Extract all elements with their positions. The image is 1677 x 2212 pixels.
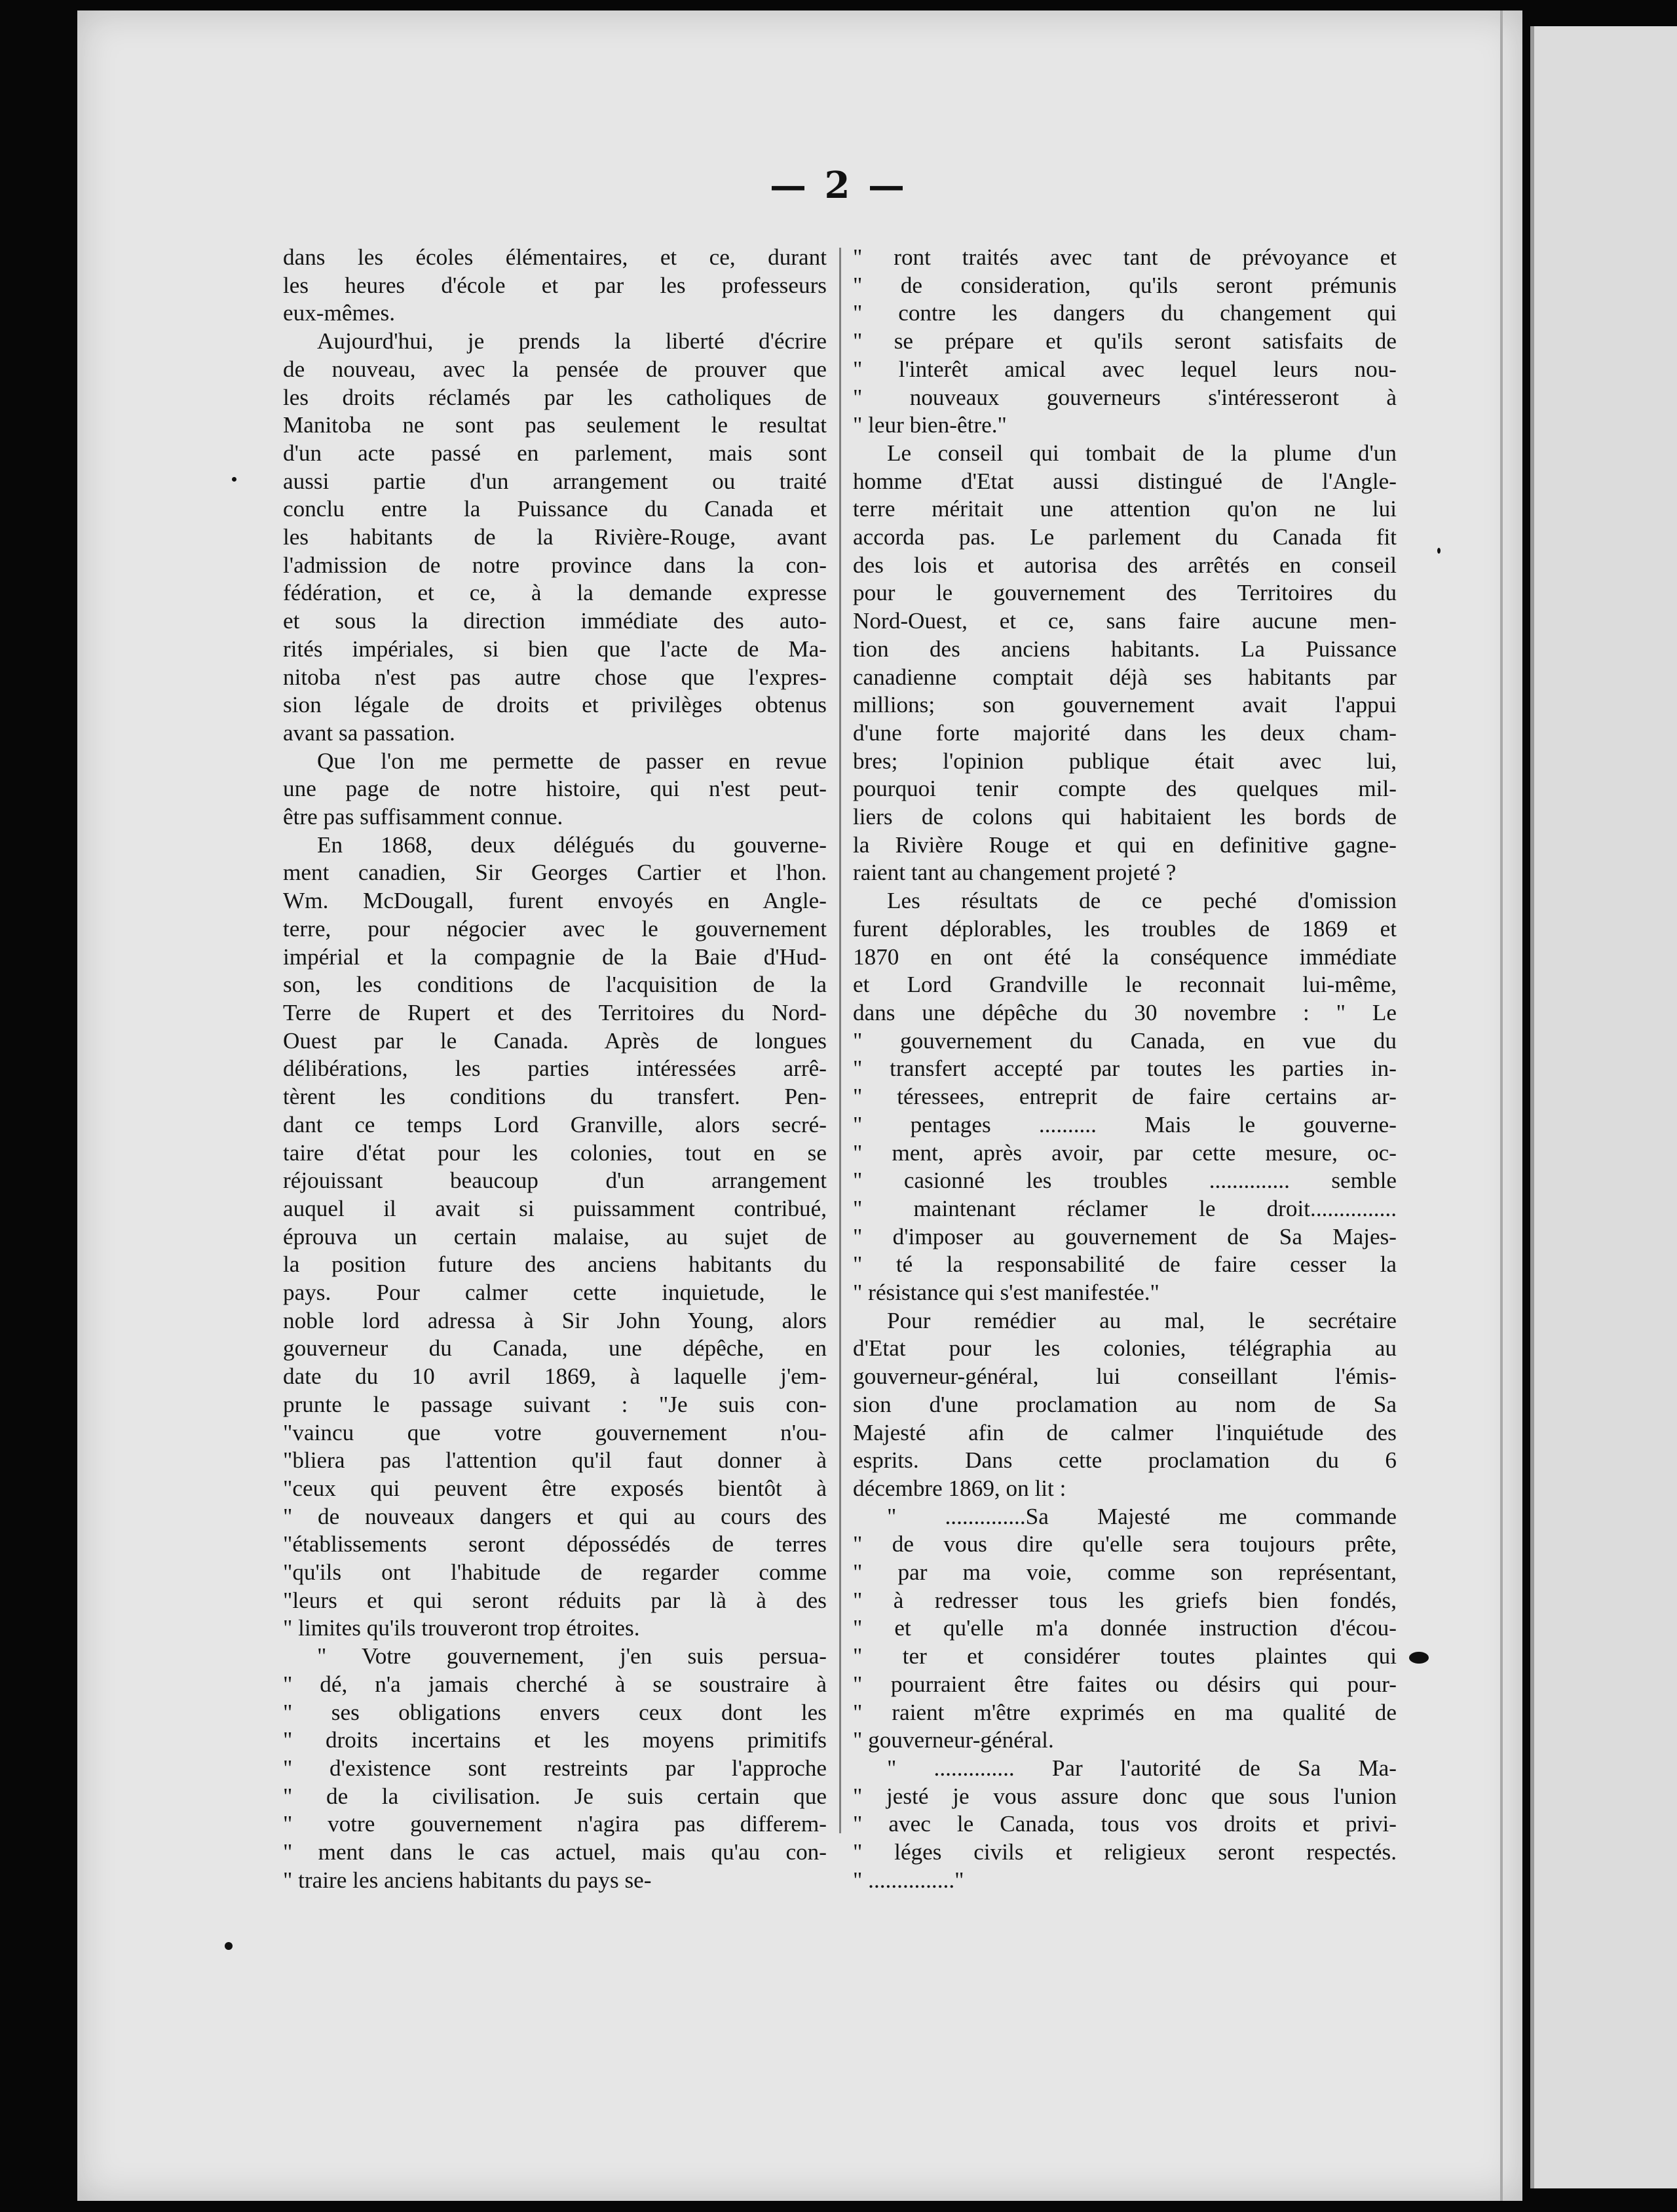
text-line: gouverneur-général, lui conseillant l'émis- (853, 1363, 1397, 1390)
text-line: d'un acte passé en parlement, mais sont (283, 440, 827, 466)
text-line: " maintenant réclamer le droit............... (853, 1195, 1397, 1221)
text-line: pourquoi tenir compte des quelques mil- (853, 776, 1397, 802)
text-line: " té la responsabilité de faire cesser la (853, 1251, 1397, 1278)
text-line: sion d'une proclamation au nom de Sa (853, 1391, 1397, 1417)
ink-speck (225, 1942, 233, 1950)
text-line: " transfert accepté par toutes les parties in- (853, 1056, 1397, 1082)
text-line: dans les écoles élémentaires, et ce, durant (283, 244, 827, 270)
text-line: " dé, n'a jamais cherché à se soustraire à (283, 1671, 827, 1697)
text-line: les droits réclamés par les catholiques de (283, 384, 827, 410)
text-line: liers de colons qui habitaient les bords de (853, 804, 1397, 830)
text-line: " par ma voie, comme son représentant, (853, 1559, 1397, 1586)
text-line: ment canadien, Sir Georges Cartier et l'hon. (283, 860, 827, 886)
text-line: " de la civilisation. Je suis certain que (283, 1783, 827, 1809)
text-line: 1870 en ont été la conséquence immédiate (853, 944, 1397, 970)
paragraph (853, 440, 1397, 887)
text-line: " limites qu'ils trouveront trop étroites. (283, 1615, 640, 1641)
text-line: Ouest par le Canada. Après de longues (283, 1027, 827, 1054)
paragraph (853, 1755, 1397, 1895)
text-line: nitoba n'est pas autre chose que l'expres- (283, 664, 827, 690)
text-line: " de nouveaux dangers et qui au cours des (283, 1503, 827, 1529)
text-line: gouverneur du Canada, une dépêche, en (283, 1335, 827, 1362)
text-line: " se prépare et qu'ils seront satisfaits de (853, 328, 1397, 354)
paragraph (853, 1503, 1397, 1755)
text-line: " droits incertains et les moyens primitifs (283, 1727, 827, 1753)
text-line: date du 10 avril 1869, à laquelle j'em- (283, 1363, 827, 1390)
text-line: " jesté je vous assure donc que sous l'union (853, 1783, 1397, 1809)
text-line: Terre de Rupert et des Territoires du Nord- (283, 999, 827, 1025)
text-line: " traire les anciens habitants du pays se- (283, 1867, 652, 1893)
text-line: noble lord adressa à Sir John Young, alors (283, 1307, 827, 1333)
ink-speck (232, 477, 236, 482)
text-line: les heures d'école et par les professeurs (283, 272, 827, 298)
text-line: éprouva un certain malaise, au sujet de (283, 1223, 827, 1249)
text-line: rités impériales, si bien que l'acte de Ma- (283, 636, 827, 662)
text-line: " ses obligations envers ceux dont les (283, 1699, 827, 1725)
text-line: millions; son gouvernement avait l'appui (853, 692, 1397, 718)
text-line: son, les conditions de l'acquisition de la (283, 972, 827, 998)
text-line: et Lord Grandville le reconnait lui-même, (853, 972, 1397, 998)
text-line: " ..............Sa Majesté me commande (887, 1503, 1397, 1529)
text-line: conclu entre la Puissance du Canada et (283, 496, 827, 522)
text-line: impérial et la compagnie de la Baie d'Hud- (283, 944, 827, 970)
text-line: " gouvernement du Canada, en vue du (853, 1027, 1397, 1054)
text-line: " casionné les troubles .............. semble (853, 1168, 1397, 1194)
text-line: furent déplorables, les troubles de 1869 et (853, 915, 1397, 942)
text-line: "vaincu que votre gouvernement n'ou- (283, 1419, 827, 1445)
text-line: " léges civils et religieux seront respectés. (853, 1839, 1397, 1865)
text-line: "leurs et qui seront réduits par là à des (283, 1587, 827, 1613)
text-line: " résistance qui s'est manifestée." (853, 1280, 1159, 1306)
text-line: sion légale de droits et privilèges obtenus (283, 692, 827, 718)
text-line: auquel il avait si puissamment contribué, (283, 1195, 827, 1221)
paragraph (283, 831, 827, 1643)
text-line: décembre 1869, on lit : (853, 1475, 1066, 1501)
text-line: "établissements seront dépossédés de terres (283, 1531, 827, 1557)
text-line: " leur bien-être." (853, 412, 1007, 438)
text-line: "qu'ils ont l'habitude de regarder comme (283, 1559, 827, 1586)
text-line: " de vous dire qu'elle sera toujours prête, (853, 1531, 1397, 1557)
paragraph (853, 1307, 1397, 1503)
adjacent-page-edge (1530, 26, 1677, 2188)
text-line: " ment, après avoir, par cette mesure, oc- (853, 1139, 1397, 1166)
text-line: terre méritait une attention qu'on ne lui (853, 496, 1397, 522)
text-line: Wm. McDougall, furent envoyés en Angle- (283, 888, 827, 914)
paragraph (283, 748, 827, 831)
text-line: taire d'état pour les colonies, tout en se (283, 1139, 827, 1166)
text-line: aussi partie d'un arrangement ou traité (283, 468, 827, 494)
text-line: les habitants de la Rivière-Rouge, avant (283, 524, 827, 550)
paragraph (283, 328, 827, 748)
text-line: Manitoba ne sont pas seulement le resultat (283, 412, 827, 438)
text-line: prunte le passage suivant : "Je suis con- (283, 1391, 827, 1417)
text-line: " et qu'elle m'a donnée instruction d'écou- (853, 1615, 1397, 1641)
left-text-column (283, 244, 827, 1894)
text-line: des lois et autorisa des arrêtés en conseil (853, 552, 1397, 578)
text-line: Aujourd'hui, je prends la liberté d'écrire (317, 328, 827, 354)
paragraph (853, 887, 1397, 1307)
text-line: Pour remédier au mal, le secrétaire (887, 1307, 1397, 1333)
text-line: Le conseil qui tombait de la plume d'un (887, 440, 1397, 466)
text-line: pays. Pour calmer cette inquietude, le (283, 1280, 827, 1306)
text-line: " avec le Canada, tous vos droits et privi- (853, 1811, 1397, 1837)
text-line: " gouverneur-général. (853, 1727, 1054, 1753)
text-line: Majesté afin de calmer l'inquiétude des (853, 1419, 1397, 1445)
text-line: l'admission de notre province dans la con- (283, 552, 827, 578)
right-text-column (853, 244, 1397, 1894)
paragraph (853, 244, 1397, 440)
text-line: fédération, et ce, à la demande expresse (283, 580, 827, 606)
text-line: " votre gouvernement n'agira pas differem- (283, 1811, 827, 1837)
text-line: homme d'Etat aussi distingué de l'Angle- (853, 468, 1397, 494)
text-line: " nouveaux gouverneurs s'intéresseront à (853, 384, 1397, 410)
text-line: esprits. Dans cette proclamation du 6 (853, 1447, 1397, 1474)
column-divider (839, 248, 841, 1833)
text-line: bres; l'opinion publique était avec lui, (853, 748, 1397, 774)
page-fold-line (1500, 10, 1503, 2201)
text-line: accorda pas. Le parlement du Canada fit (853, 524, 1397, 550)
text-line: la position future des anciens habitants du (283, 1251, 827, 1278)
text-line: Nord-Ouest, et ce, sans faire aucune men- (853, 608, 1397, 634)
paragraph (283, 244, 827, 328)
text-line: et sous la direction immédiate des auto- (283, 608, 827, 634)
text-line: raient tant au changement projeté ? (853, 860, 1177, 886)
text-line: " raient m'être exprimés en ma qualité de (853, 1699, 1397, 1725)
text-line: " l'interêt amical avec lequel leurs nou- (853, 356, 1397, 382)
text-line: " pentages .......... Mais le gouverne- (853, 1111, 1397, 1137)
text-line: dans une dépêche du 30 novembre : " Le (853, 999, 1397, 1025)
ink-speck (1437, 548, 1441, 554)
text-line: tion des anciens habitants. La Puissance (853, 636, 1397, 662)
text-line: " ter et considérer toutes plaintes qui (853, 1643, 1397, 1669)
page-number: — 2 — (770, 164, 907, 207)
text-line: réjouissant beaucoup d'un arrangement (283, 1168, 827, 1194)
text-line: " ment dans le cas actuel, mais qu'au con- (283, 1839, 827, 1865)
text-line: terre, pour négocier avec le gouvernement (283, 915, 827, 942)
text-line: En 1868, deux délégués du gouverne- (317, 831, 827, 858)
text-line: "bliera pas l'attention qu'il faut donner à (283, 1447, 827, 1474)
text-line: canadienne comptait déjà ses habitants par (853, 664, 1397, 690)
ink-speck (1409, 1652, 1429, 1664)
text-line: délibérations, les parties intéressées arrê- (283, 1056, 827, 1082)
text-line: dant ce temps Lord Granville, alors secré- (283, 1111, 827, 1137)
text-line: une page de notre histoire, qui n'est peut- (283, 776, 827, 802)
text-line: eux-mêmes. (283, 300, 395, 326)
text-line: la Rivière Rouge et qui en definitive gagne- (853, 831, 1397, 858)
text-line: d'une forte majorité dans les deux cham- (853, 719, 1397, 746)
text-line: "ceux qui peuvent être exposés bientôt à (283, 1475, 827, 1501)
text-line: de nouveau, avec la pensée de prouver que (283, 356, 827, 382)
text-line: " pourraient être faites ou désirs qui pour- (853, 1671, 1397, 1697)
paragraph (283, 1643, 827, 1894)
text-line: " ront traités avec tant de prévoyance et (853, 244, 1397, 270)
text-line: " à redresser tous les griefs bien fondés, (853, 1587, 1397, 1613)
text-line: " d'imposer au gouvernement de Sa Majes- (853, 1223, 1397, 1249)
text-line: être pas suffisamment connue. (283, 804, 563, 830)
text-line: " contre les dangers du changement qui (853, 300, 1397, 326)
text-line: " ..............." (853, 1867, 964, 1893)
text-line: d'Etat pour les colonies, télégraphia au (853, 1335, 1397, 1362)
text-line: " d'existence sont restreints par l'approche (283, 1755, 827, 1781)
text-line: Que l'on me permette de passer en revue (317, 748, 827, 774)
text-line: " .............. Par l'autorité de Sa Ma- (887, 1755, 1397, 1781)
text-line: pour le gouvernement des Territoires du (853, 580, 1397, 606)
text-line: tèrent les conditions du transfert. Pen- (283, 1084, 827, 1110)
text-line: Les résultats de ce peché d'omission (887, 888, 1397, 914)
text-line: " de consideration, qu'ils seront prémunis (853, 272, 1397, 298)
text-line: avant sa passation. (283, 719, 455, 746)
text-line: " téressees, entreprit de faire certains ar- (853, 1084, 1397, 1110)
text-line: " Votre gouvernement, j'en suis persua- (317, 1643, 827, 1669)
